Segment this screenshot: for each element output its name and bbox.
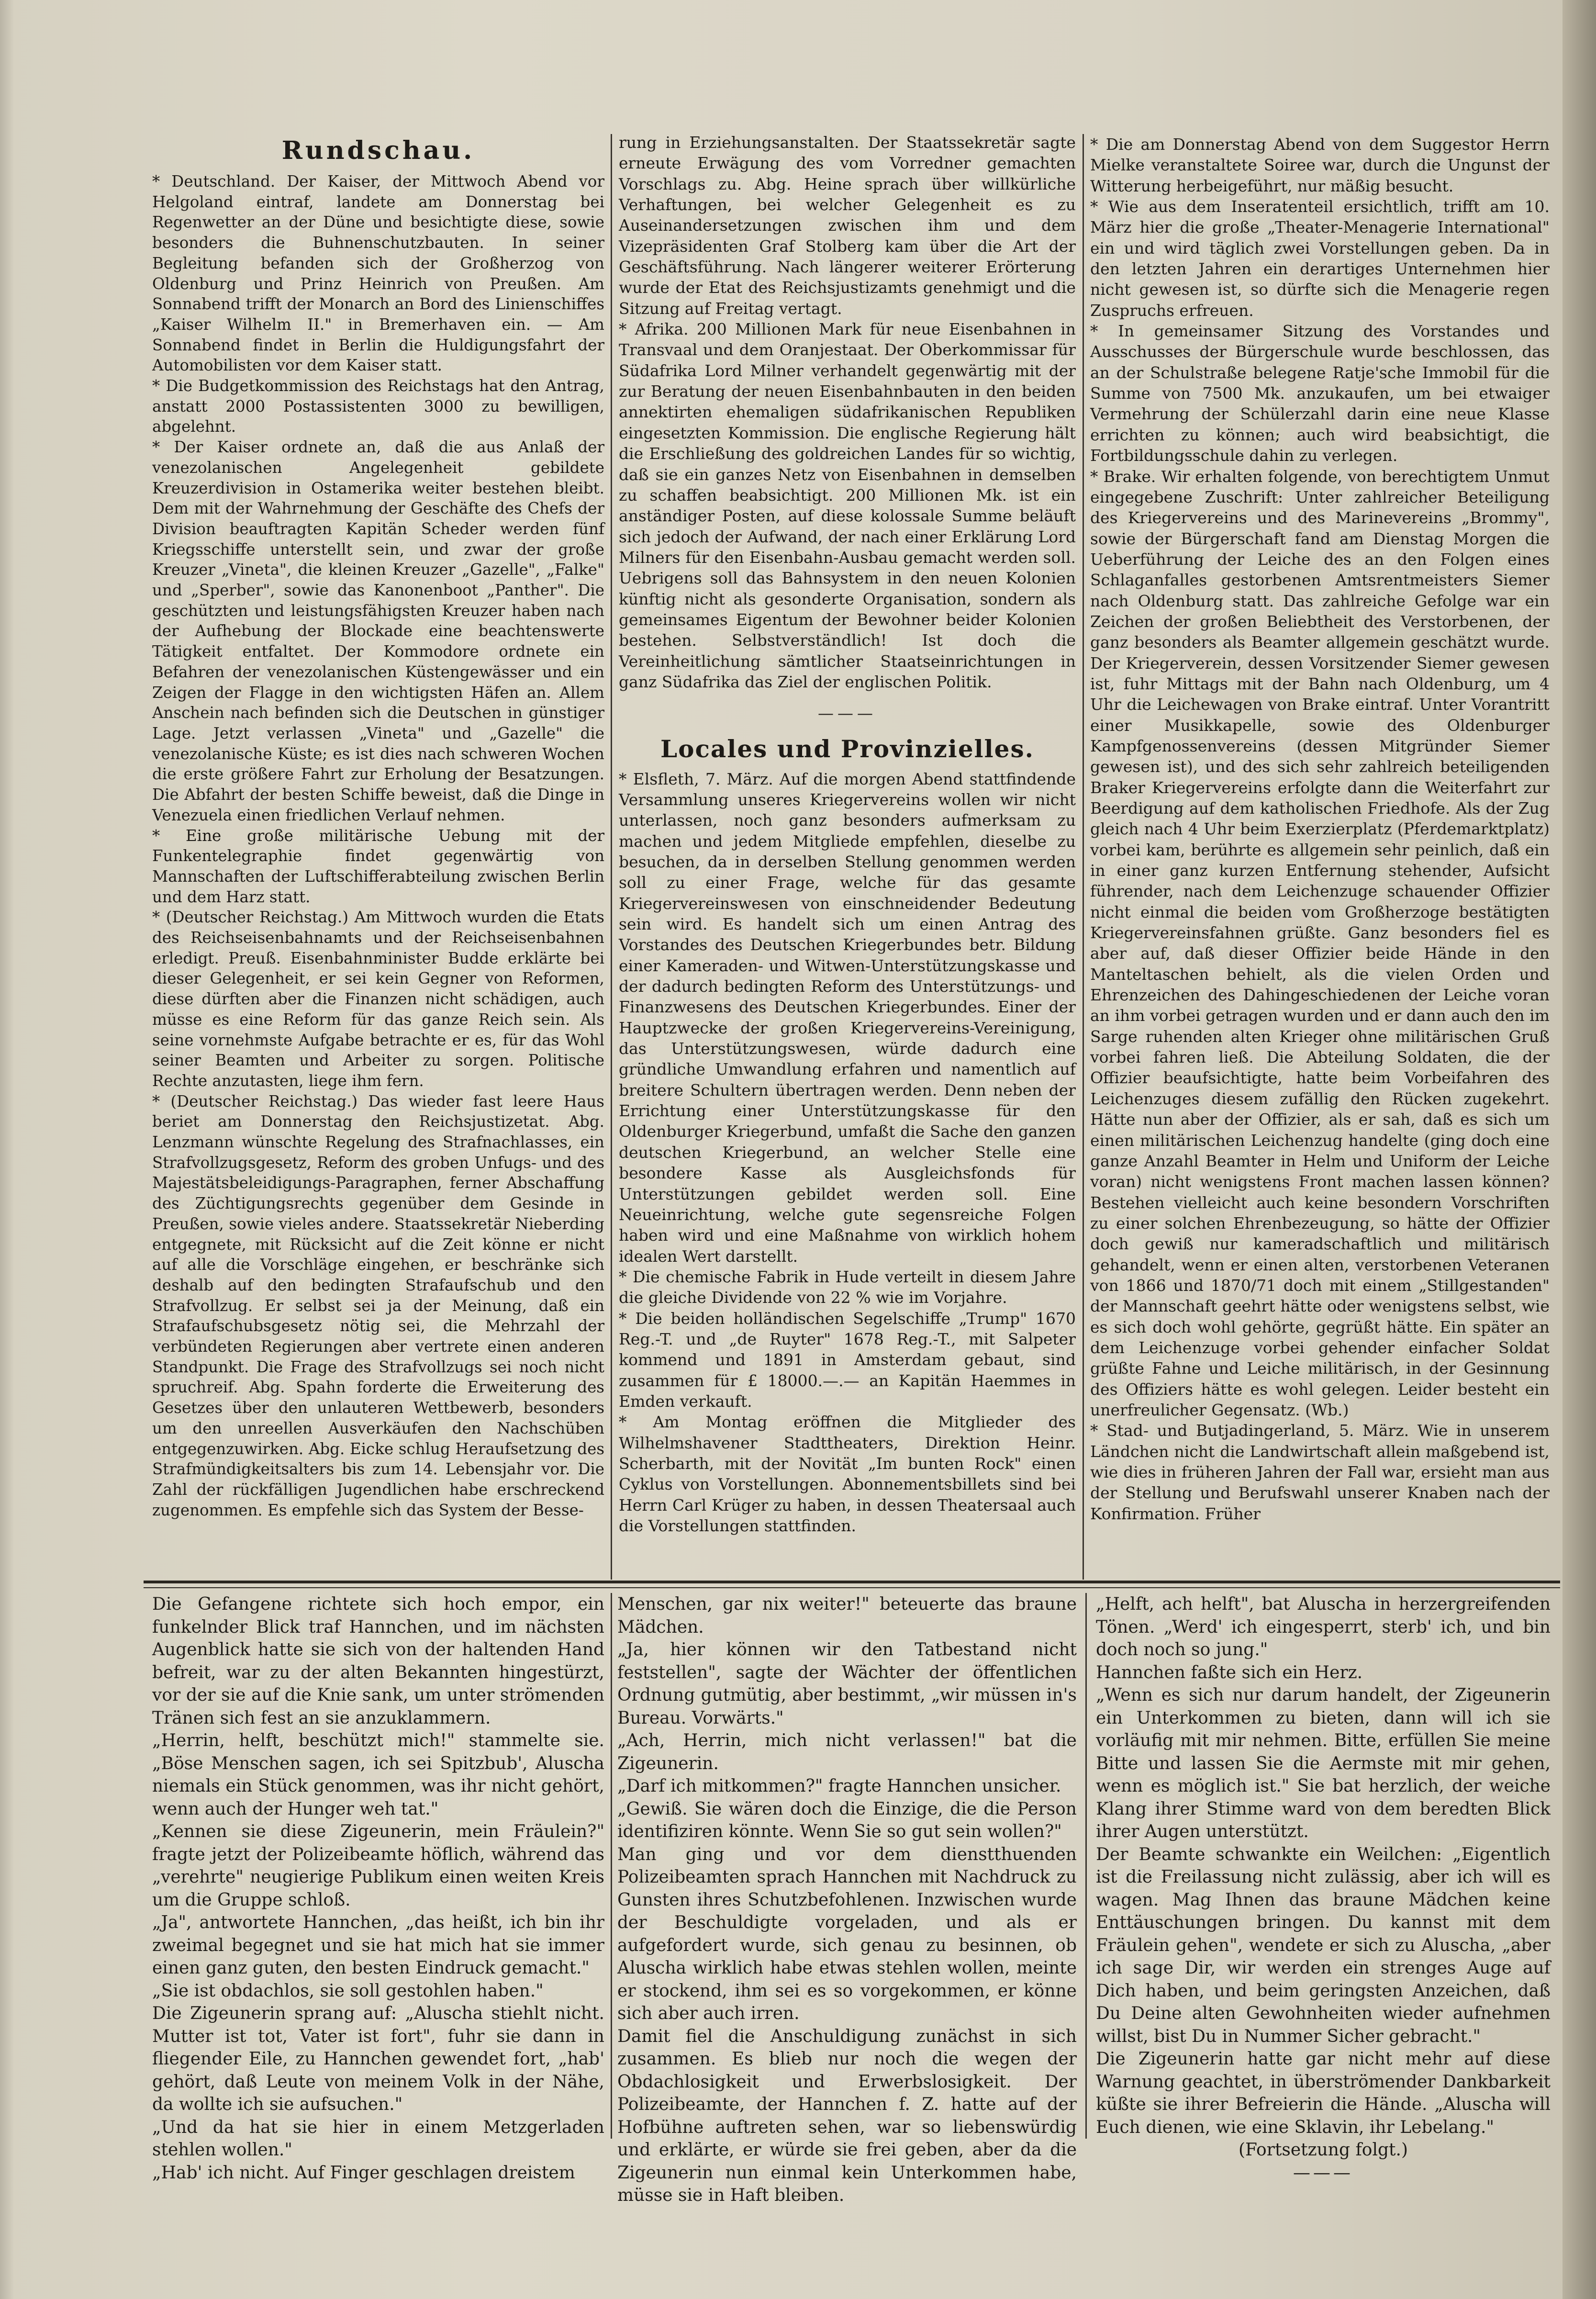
article-paragraph: * Elsfleth, 7. März. Auf die morgen Abend stattfindende Versammlung unseres Kriegervereins wollen wir nicht unterlassen, noch ganz besonders aufmerksam zu machen und jedem Mitgliede empfehlen, dieselbe zu besuchen, da in derselben Stellung genommen werden soll zu einer Frage, welche für das gesamte Kriegervereinswesen von einschneidender Bedeutung sein wird. Es handelt sich um einen Antrag des Vorstandes des Deutschen Kriegerbundes betr. Bildung einer Kameraden- und Witwen-Unterstützungskasse und der dadurch bedingten Reform des Unterstützungs- und Finanzwesens des Deutschen Kriegerbundes. Einer der Hauptzwecke der großen Kriegervereins-Vereinigung, das Unterstützungswesen, würde dadurch eine gründliche Umwandlung erfahren und namentlich auf breitere Schultern übertragen werden. Denn neben der Errichtung einer Unterstützungskasse für den Oldenburger Kriegerbund, umfaßt die Sache den ganzen deutschen Kriegerbund, an welcher Stelle eine besondere Kasse als Ausgleichsfonds für Unterstützungen gebildet werden soll. Eine Neueinrichtung, welche gute segensreiche Folgen haben wird und eine Maßnahme von wirklich hohem idealen Wert darstellt.	[619, 769, 1076, 1266]
feuilleton-divider-thick	[144, 1581, 1560, 1583]
novel-paragraph: Damit fiel die Anschuldigung zunächst in sich zusammen. Es blieb nur noch die wegen der Obdachlosigkeit und Erwerbslosigkeit. Der Polizeibeamte, der Hannchen f. Z. hatte auf der Hofbühne auftreten sehen, war so liebenswürdig und erklärte, er würde sie frei geben, aber da die Zigeunerin nun einmal kein Unterkommen habe, müsse sie in Haft bleiben.	[617, 2026, 1077, 2205]
novel-paragraph: „Darf ich mitkommen?" fragte Hannchen unsicher.	[617, 1776, 1061, 1796]
novel-paragraph: „Sie ist obdachlos, sie soll gestohlen haben."	[152, 1981, 544, 2001]
article-paragraph: * (Deutscher Reichstag.) Am Mittwoch wurden die Etats des Reichseisenbahnamts und der Reichseisenbahnen erledigt. Preuß. Eisenbahnminister Budde erklärte bei dieser Gelegenheit, er sei kein Gegner von Reformen, diese dürften aber die Finanzen nicht schädigen, auch müsse es eine Reform für das ganze Reich sein. Als seine vornehmste Aufgabe betrachte er es, für das Wohl seiner Beamten und Arbeiter zu sorgen. Politische Rechte anzutasten, liege ihm fern.	[152, 908, 604, 1090]
novel-paragraph: „Herrin, helft, beschützt mich!" stammelte sie. „Böse Menschen sagen, ich sei Spitzbub', Aluscha niemals ein Stück genommen, was ihr nicht gehört, wenn auch der Hunger weh tat."	[152, 1731, 604, 1819]
novel-paragraph: „Ja, hier können wir den Tatbestand nicht feststellen", sagte der Wächter der öffentlichen Ordnung gutmütig, aber bestimmt, „wir müssen in's Bureau. Vorwärts."	[617, 1640, 1077, 1728]
article-paragraph: * Eine große militärische Uebung mit der Funkentelegraphie findet gegenwärtig von Mannschaften der Luftschifferabteilung zwischen Berlin und dem Harz statt.	[152, 826, 604, 906]
page-shadow-left	[0, 0, 13, 2299]
article-paragraph: rung in Erziehungsanstalten. Der Staatssekretär sagte erneute Erwägung des vom Vorredner gemachten Vorschlags zu. Abg. Heine sprach über willkürliche Verhaftungen, bei welcher Gelegenheit es zu Auseinandersetzungen zwischen ihm und dem Vizepräsidenten Graf Stolberg kam über die Art der Geschäftsführung. Nach längerer weiterer Erörterung wurde der Etat des Reichsjustizamts genehmigt und die Sitzung auf Freitag vertagt.	[619, 133, 1076, 318]
article-paragraph: * Die Budgetkommission des Reichstags hat den Antrag, anstatt 2000 Postassistenten 3000 zu bewilligen, abgelehnt.	[152, 377, 604, 436]
feuilleton-column-3	[1096, 1593, 1551, 2184]
feuilleton-end-mark: ———	[1293, 2163, 1353, 2183]
novel-paragraph: „Kennen sie diese Zigeunerin, mein Fräulein?" fragte jetzt der Polizeibeamte höflich, während das „verehrte" neugierige Publikum einen weiten Kreis um die Gruppe schloß.	[152, 1822, 604, 1910]
article-paragraph: * Der Kaiser ordnete an, daß die aus Anlaß der venezolanischen Angelegenheit gebildete Kreuzerdivision in Ostamerika weiter bestehen bleibt. Dem mit der Wahrnehmung der Geschäfte des Chefs der Division beauftragten Kapitän Scheder werden fünf Kriegsschiffe unterstellt sein, und zwar der große Kreuzer „Vineta", die kleinen Kreuzer „Gazelle", „Falke" und „Sperber", sowie das Kanonenboot „Panther". Die geschützten und leistungsfähigsten Kreuzer haben nach der Aufhebung der Blockade eine beachtenswerte Tätigkeit entfaltet. Der Kommodore ordnete ein Befahren der venezolanischen Küstengewässer und ein Zeigen der Flagge in den wichtigsten Häfen an. Allem Anschein nach befinden sich die Deutschen in günstiger Lage. Jetzt verlassen „Vineta" und „Gazelle" die venezolanische Küste; es ist dies nach schweren Wochen die erste größere Fahrt zur Erholung der Besatzungen. Die Abfahrt der besten Schiffe beweist, daß die Dinge in Venezuela einen friedlichen Verlauf nehmen.	[152, 438, 604, 824]
feuilleton-column-divider	[1085, 1593, 1087, 2139]
article-paragraph: * Afrika. 200 Millionen Mark für neue Eisenbahnen in Transvaal und dem Oranjestaat. Der Oberkommissar für Südafrika Lord Milner verhandelt gegenwärtig mit der zur Beratung der neuen Eisenbahnbauten in den beiden annektirten ehemaligen südafrikanischen Republiken eingesetzten Kommission. Die englische Regierung hält die Erschließung des goldreichen Landes für so wichtig, daß sie ein ganzes Netz von Eisenbahnen in demselben zu schaffen beabsichtigt. 200 Millionen Mk. ist ein anständiger Posten, auf diese kolossale Summe beläuft sich jedoch der Aufwand, der nach einer Erklärung Lord Milners für den Eisenbahn-Ausbau gemacht werden soll. Uebrigens soll das Bahnsystem in den neuen Kolonien künftig nicht als gesonderte Organisation, sondern als gemeinsames Eigentum der Bewohner beider Kolonien bestehen. Selbstverständlich! Ist doch die Vereinheitlichung sämtlicher Staatseinrichtungen in ganz Südafrika das Ziel der englischen Politik.	[619, 320, 1076, 691]
novel-paragraph: „Ach, Herrin, mich nicht verlassen!" bat die Zigeunerin.	[617, 1731, 1077, 1773]
article-paragraph: * In gemeinsamer Sitzung des Vorstandes und Ausschusses der Bürgerschule wurde beschlossen, das an der Schulstraße belegene Ratje'sche Immobil für die Summe von 7500 Mk. anzukaufen, um bei etwaiger Vermehrung der Schülerzahl darin eine neue Klasse errichten zu können; auch wird beabsichtigt, die Fortbildungsschule dahin zu verlegen.	[1090, 322, 1550, 465]
feuilleton-column-2	[617, 1593, 1077, 2207]
novel-paragraph: Hannchen faßte sich ein Herz.	[1096, 1662, 1363, 1682]
novel-paragraph: „Wenn es sich nur darum handelt, der Zigeunerin ein Unterkommen zu bieten, dann will ich sie vorläufig mit mir nehmen. Bitte, erfüllen Sie meine Bitte und lassen Sie die Aermste mit mir gehen, wenn es möglich ist." Sie bat herzlich, der weiche Klang ihrer Stimme ward von dem beredten Blick ihrer Augen unterstützt.	[1096, 1685, 1551, 1841]
novel-paragraph: Die Gefangene richtete sich hoch empor, ein funkelnder Blick traf Hannchen, und im nächsten Augenblick hatte sie sich von der haltenden Hand befreit, war zu der alten Bekannten hingestürzt, vor der sie auf die Knie sank, um unter strömenden Tränen sich fest an sie anzuklammern.	[152, 1594, 604, 1728]
novel-paragraph: „Helft, ach helft", bat Aluscha in herzergreifenden Tönen. „Werd' ich eingesperrt, sterb' ich, und bin doch noch so jung."	[1096, 1594, 1551, 1660]
column-rundschau	[152, 134, 604, 1520]
article-paragraph: * Die chemische Fabrik in Hude verteilt in diesem Jahre die gleiche Dividende von 22 % wie im Vorjahre.	[619, 1267, 1076, 1307]
column-middle	[619, 132, 1076, 1536]
feuilleton-column-1	[152, 1593, 604, 2184]
column-divider	[611, 134, 612, 1580]
article-paragraph: * Deutschland. Der Kaiser, der Mittwoch Abend vor Helgoland eintraf, landete am Donnerstag bei Regenwetter an der Düne und besichtigte diese, sowie besonders die Buhnenschutzbauten. In seiner Begleitung befanden sich der Großherzog von Oldenburg und Prinz Heinrich von Preußen. Am Sonnabend trifft der Monarch an Bord des Linienschiffes „Kaiser Wilhelm II." in Bremerhaven ein. — Am Sonnabend findet in Berlin die Huldigungsfahrt der Automobilisten vor dem Kaiser statt.	[152, 172, 604, 375]
article-paragraph: * Die beiden holländischen Segelschiffe „Trump" 1670 Reg.-T. und „de Ruyter" 1678 Reg.-T., mit Salpeter kommend und 1891 in Amsterdam gebaut, sind zusammen für £ 18000.—.— an Kapitän Haemmes in Emden verkauft.	[619, 1309, 1076, 1411]
column-right	[1090, 134, 1550, 1524]
section-title-rundschau: Rundschau.	[281, 136, 475, 165]
page-shadow-right	[1563, 0, 1596, 2299]
article-paragraph: * (Deutscher Reichstag.) Das wieder fast leere Haus beriet am Donnerstag den Reichsjustizetat. Abg. Lenzmann wünschte Regelung des Strafnachlasses, ein Strafvollzugsgesetz, Reform des groben Unfugs- und des Majestätsbeleidigungs-Paragraphen, ferner Abschaffung des Züchtigungsrechts gegenüber dem Gesinde in Preußen, sowie vieles andere. Staatssekretär Nieberding entgegnete, mit Rücksicht auf die Zeit könne er nicht auf alle die Vorschläge eingehen, er beschränke sich deshalb auf den bedingten Strafaufschub und den Strafvollzug. Er selbst sei ja der Meinung, daß ein Strafaufschubsgesetz nötig sei, die Mehrzahl der verbündeten Regierungen aber vertrete einen anderen Standpunkt. Die Frage des Strafvollzugs sei noch nicht spruchreif. Abg. Spahn forderte die Erweiterung des Gesetzes über den unlauteren Wettbewerb, besonders um den unreellen Ausverkäufen den Nachschüben entgegenzuwirken. Abg. Eicke schlug Heraufsetzung des Strafmündigkeitsalters bis zum 14. Lebensjahr vor. Die Zahl der rückfälligen Jugendlichen habe erschreckend zugenommen. Es empfehle sich das System der Besse-	[152, 1092, 604, 1519]
feuilleton-divider-thin	[144, 1587, 1560, 1588]
novel-paragraph: „Und da hat sie hier in einem Metzgerladen stehlen wollen."	[152, 2117, 604, 2160]
novel-paragraph: Die Zigeunerin hatte gar nicht mehr auf diese Warnung geachtet, in überströmender Dankbarkeit küßte sie ihrer Befreierin die Hände. „Aluscha will Euch dienen, wie eine Sklavin, ihr Lebelang."	[1096, 2049, 1551, 2137]
novel-paragraph: Der Beamte schwankte ein Weilchen: „Eigentlich ist die Freilassung nicht zulässig, aber ich will es wagen. Mag Ihnen das braune Mädchen keine Enttäuschungen bringen. Du kannst mit dem Fräulein gehen", wendete er sich zu Aluscha, „aber ich sage Dir, wir werden ein strenges Auge auf Dich haben, und beim geringsten Anzeichen, daß Du Deine alten Gewohnheiten wieder aufnehmen willst, bist Du in Nummer Sicher gebracht."	[1096, 1844, 1551, 2046]
article-paragraph: * Brake. Wir erhalten folgende, von berechtigtem Unmut eingegebene Zuschrift: Unter zahlreicher Beteiligung des Kriegervereins und des Marinevereins „Brommy", sowie der Bürgerschaft fand am Dienstag Morgen die Ueberführung der Leiche des an den Folgen eines Schlaganfalles gestorbenen Amtsrentmeisters Siemer nach Oldenburg statt. Das zahlreiche Gefolge war ein Zeichen der großen Beliebtheit des Verstorbenen, der ganz besonders als Beamter allgemein geschätzt wurde. Der Kriegerverein, dessen Vorsitzender Siemer gewesen ist, fuhr Mittags mit der Bahn nach Oldenburg, um 4 Uhr die Leichewagen von Brake eintraf. Unter Vorantritt einer Musikkapelle, sowie des Oldenburger Kampfgenossenvereins (dessen Mitgründer Siemer gewesen ist), und des sich sehr zahlreich beteiligenden Braker Kriegervereins erfolgte dann die Weiterfahrt zur Beerdigung auf dem katholischen Friedhofe. Als der Zug gleich nach 4 Uhr beim Exerzierplatz (Pferdemarktplatz) vorbei kam, berührte es allgemein sehr peinlich, daß ein in einer ganz kurzen Entfernung stehender, Aufsicht führender, nach dem Leichenzuge schauender Offizier nicht einmal die beiden vom Großherzoge bestätigten Kriegervereinsfahnen grüßte. Ganz besonders fiel es aber auf, daß dieser Offizier beide Hände in den Manteltaschen behielt, als die vielen Orden und Ehrenzeichen des Dahingeschiedenen der Leiche voran an ihm vorbei getragen wurden und er dann auch den im Sarge ruhenden alten Krieger ohne militärischen Gruß vorbei fahren ließ. Die Abteilung Soldaten, die der Offizier beaufsichtigte, hatte beim Vorbeifahren des Leichenzuges diesem zufällig den Rücken zugekehrt. Hätte nun aber der Offizier, als er sah, daß es sich um einen militärischen Leichenzug handelte (ging doch eine ganze Anzahl Beamter in Helm und Uniform der Leiche voran) nicht wenigstens Front machen lassen können? Bestehen vielleicht auch keine besondern Vorschriften zu einer solchen Ehrenbezeugung, so hätte der Offizier doch gewiß nur kameradschaftlich und militärisch gehandelt, wenn er einen alten, verstorbenen Veteranen von 1866 und 1870/71 doch mit einem „Stillgestanden" der Mannschaft geehrt hätte oder wenigstens selbst, wie es sich doch wohl gehörte, gegrüßt hätte. Ein später an dem Leichenzuge vorbei gehender einfacher Soldat grüßte Fahne und Leiche militärisch, in der Gesinnung des Offiziers hätte es wohl gelegen. Leider besteht ein unerfreulicher Gegensatz. (Wb.)	[1090, 467, 1550, 1419]
article-separator: ———	[818, 704, 877, 723]
section-title-locales: Locales und Provinzielles.	[660, 734, 1035, 763]
article-paragraph: * Die am Donnerstag Abend von dem Suggestor Herrn Mielke veranstaltete Soiree war, durch die Ungunst der Witterung herbeigeführt, nur mäßig besucht.	[1090, 135, 1550, 195]
article-paragraph: * Wie aus dem Inseratenteil ersichtlich, trifft am 10. März hier die große „Theater-Menagerie International" ein und wird täglich zwei Vorstellungen geben. Da in den letzten Jahren ein derartiges Unternehmen hier nicht gewesen ist, so dürfte sich die Menagerie regen Zuspruchs erfreuen.	[1090, 197, 1550, 320]
novel-paragraph: Menschen, gar nix weiter!" beteuerte das braune Mädchen.	[617, 1594, 1077, 1637]
article-paragraph: * Am Montag eröffnen die Mitglieder des Wilhelmshavener Stadttheaters, Direktion Heinr. Scherbarth, mit der Novität „Im bunten Rock" einen Cyklus von Vorstellungen. Abonnementsbillets sind bei Herrn Carl Krüger zu haben, in dessen Theatersaal auch die Vorstellungen stattfinden.	[619, 1413, 1076, 1535]
novel-paragraph: „Hab' ich nicht. Auf Finger geschlagen dreistem	[152, 2163, 575, 2183]
novel-paragraph: „Gewiß. Sie wären doch die Einzige, die die Person identifiziren könnte. Wenn Sie so gut sein wollen?"	[617, 1799, 1077, 1841]
novel-paragraph: Die Zigeunerin sprang auf: „Aluscha stiehlt nicht. Mutter ist tot, Vater ist fort", fuhr sie dann in fliegender Eile, zu Hannchen gewendet fort, „hab' gehört, daß Leute von meinem Volk in der Nähe, da wollte ich sie aufsuchen."	[152, 2004, 604, 2114]
column-divider	[1083, 134, 1084, 1580]
novel-paragraph: Man ging und vor dem dienstthuenden Polizeibeamten sprach Hannchen mit Nachdruck zu Gunsten ihres Schutzbefohlenen. Inzwischen wurde der Beschuldigte vorgeladen, und als er aufgefordert wurde, sich genau zu besinnen, ob Aluscha wirklich habe etwas stehlen wollen, meinte er stockend, ihm sei es so vorgekommen, er könne sich aber auch irren.	[617, 1844, 1077, 2023]
continuation-note: (Fortsetzung folgt.)	[1239, 2140, 1408, 2160]
feuilleton-column-divider	[611, 1593, 612, 2139]
novel-paragraph: „Ja", antwortete Hannchen, „das heißt, ich bin ihr zweimal begegnet und sie hat mich hat sie immer einen ganz guten, den besten Eindruck gemacht."	[152, 1913, 604, 1978]
article-paragraph: * Stad- und Butjadingerland, 5. März. Wie in unserem Ländchen nicht die Landwirtschaft allein maßgebend ist, wie dies in früheren Jahren der Fall war, ersieht man aus der Stellung und Berufswahl unserer Knaben nach der Konfirmation. Früher	[1090, 1421, 1550, 1523]
